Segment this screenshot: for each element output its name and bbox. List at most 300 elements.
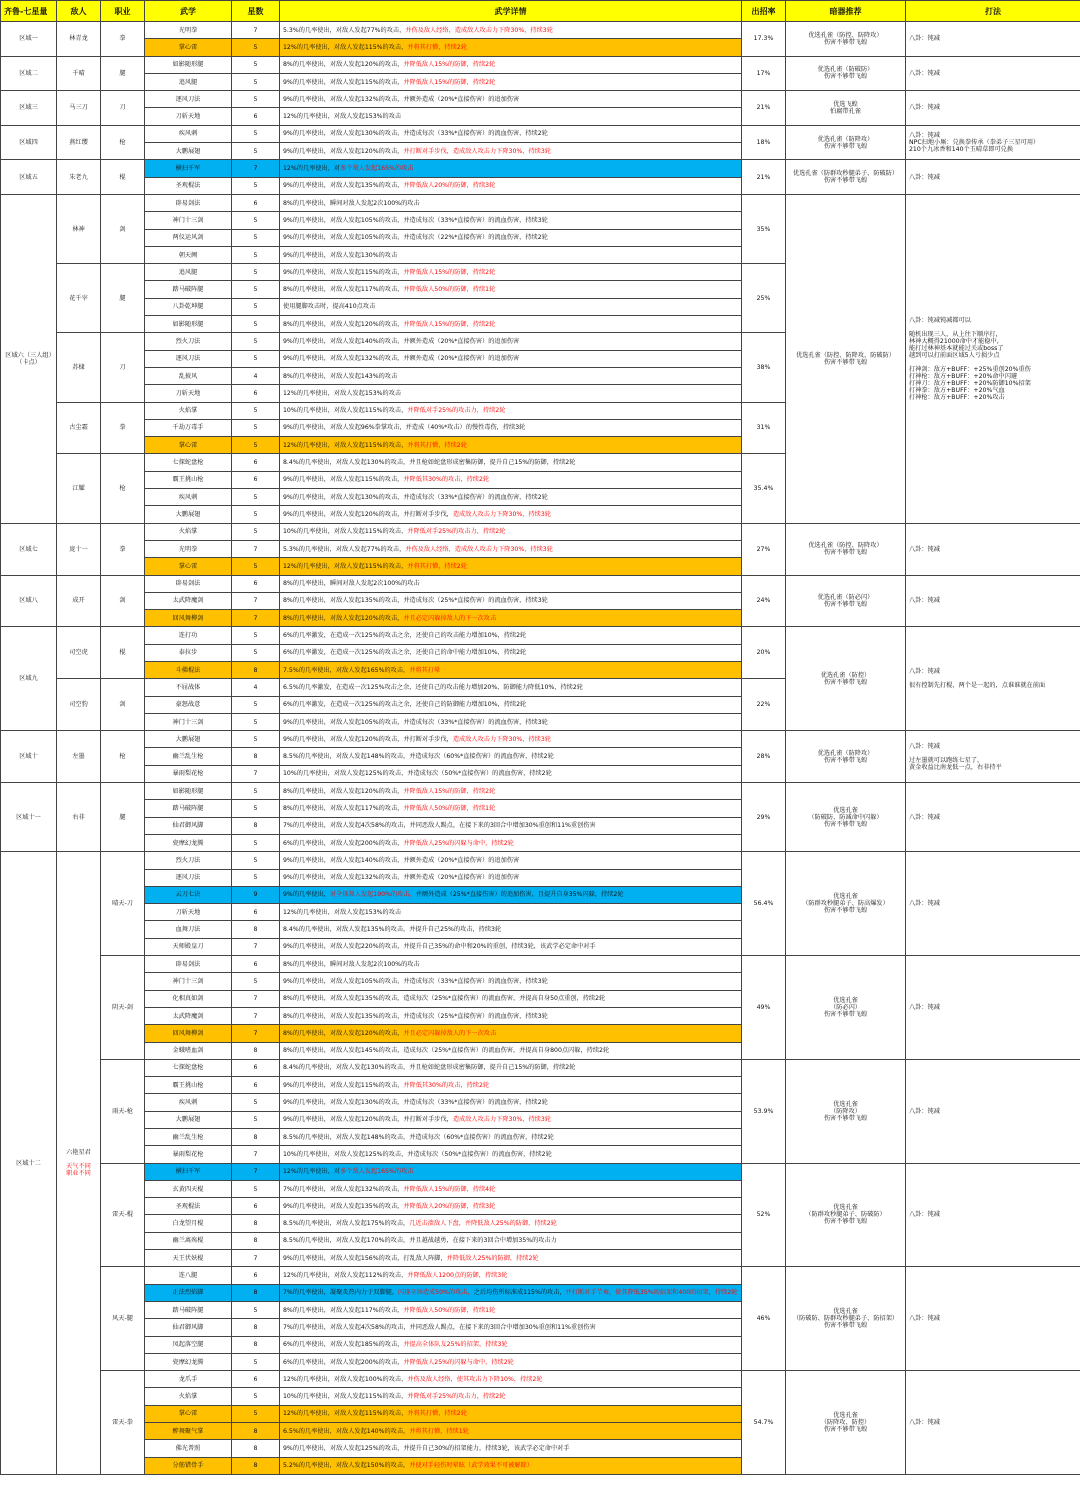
- detail-text: 9%的几率使出，对敌人发起115%的攻击，: [283, 476, 404, 484]
- line-text: 八卦：钝减: [909, 545, 940, 553]
- star-count: 8: [232, 748, 280, 765]
- tactic: [906, 852, 1080, 956]
- skill-detail: [280, 333, 742, 350]
- line-text: 林神大概得21000命中才能稳中，: [909, 337, 1003, 345]
- line-text: 伤害不够带飞蝗: [823, 1218, 868, 1226]
- skill-detail: [280, 956, 742, 973]
- enemy-name: 江耀: [57, 454, 101, 523]
- star-count: 8: [232, 1440, 280, 1457]
- detail-text: 10%的几率使出，对敌人发起115%的攻击，: [283, 1393, 408, 1401]
- zone-name: 区域二: [1, 56, 57, 91]
- line-text: 伤害不够带飞蝗: [823, 600, 868, 608]
- detail-text: 12%的几率使出，对敌人发起115%的攻击，: [283, 441, 408, 449]
- skill-name: 不屈战体: [145, 679, 232, 696]
- skill-name: 八卦乾坤腿: [145, 298, 232, 315]
- star-count: 5: [232, 437, 280, 454]
- column-header: 敌人: [57, 1, 101, 22]
- skill-detail: [280, 1180, 742, 1197]
- skill-detail: [280, 489, 742, 506]
- skill-name: 烈火刀法: [145, 333, 232, 350]
- line-text: （防群攻秒腿弟子、防破防）: [805, 1211, 886, 1219]
- star-count: 6: [232, 471, 280, 488]
- effect-text: 并伤及敌人经络，造成敌人攻击力下降30%，持续3轮: [405, 545, 553, 553]
- weapon-recommend: [786, 125, 906, 160]
- effect-text: 并降低对手25%的攻击力，持续2轮: [407, 1393, 506, 1401]
- skill-name: 辟易剑法: [145, 956, 232, 973]
- effect-text: 造成敌人攻击力下降30%，持续3轮: [452, 510, 551, 518]
- line-text: 八卦：钝减: [909, 1211, 940, 1219]
- star-count: 5: [232, 834, 280, 851]
- skill-detail: [280, 1163, 742, 1180]
- skill-name: 斗佛棍法: [145, 661, 232, 678]
- effect-text: 闪现全场造成50%的攻击，: [398, 1289, 474, 1297]
- skill-name: 火焰掌: [145, 1388, 232, 1405]
- weather-job: 雷天-棍: [101, 1163, 145, 1267]
- detail-text: 9%的几率使出，对敌人发起120%的攻击，并打断对手步伐，: [283, 735, 453, 743]
- star-count: 8: [232, 1232, 280, 1249]
- skill-name: 霸王挑山枪: [145, 471, 232, 488]
- skill-name: 化相真如剑: [145, 990, 232, 1007]
- star-count: 5: [232, 558, 280, 575]
- skill-detail: [280, 973, 742, 990]
- star-count: 8: [232, 1215, 280, 1232]
- effect-text: 并伤及敌人经络，使其攻击力下降10%，持续2轮: [407, 1375, 543, 1383]
- star-count: 6: [232, 1198, 280, 1215]
- effect-text: 并伤及敌人经络，造成敌人攻击力下降30%，持续3轮: [405, 26, 553, 34]
- table-row: [1, 783, 1080, 800]
- skill-name: 追风腿: [145, 73, 232, 90]
- line-text: 伤害不够带飞蝗: [823, 1322, 868, 1330]
- weapon-recommend: [786, 91, 906, 126]
- enemy-job: 枪: [101, 454, 145, 523]
- skill-name: 神门十三剑: [145, 973, 232, 990]
- skill-name: 疾风刺: [145, 1094, 232, 1111]
- skill-detail: [280, 558, 742, 575]
- detail-text: 8%的几率使出，对敌人发起117%的攻击，: [283, 1306, 404, 1314]
- tactic: [906, 1163, 1080, 1267]
- appear-rate: 56.4%: [742, 852, 786, 956]
- enemy-job: 腿: [101, 264, 145, 333]
- line-text: 打神拳：敌方+BUFF：+20%气血: [909, 386, 1005, 394]
- tactic: [906, 575, 1080, 627]
- skill-name: 幽兰离殇棍: [145, 1232, 232, 1249]
- skill-name: 疾风刺: [145, 489, 232, 506]
- detail-text: 8%的几率使出，瞬间对敌人发起2次100%的攻击: [283, 960, 420, 968]
- appear-rate: 20%: [742, 627, 786, 679]
- appear-rate: 21%: [742, 91, 786, 126]
- skill-detail: [280, 800, 742, 817]
- appear-rate: 25%: [742, 264, 786, 333]
- detail-text: 5.2%的几率使出，对敌人发起150%的攻击，: [283, 1462, 410, 1470]
- column-header: 暗器推荐: [786, 1, 906, 22]
- star-count: 5: [232, 91, 280, 108]
- skill-name: 火焰掌: [145, 402, 232, 419]
- skill-name: 龙爪手: [145, 1371, 232, 1388]
- detail-text: 8.4%的几率使出，对敌人发起130%的攻击，并且枪如蛇盘形成密集防御，提升自己15%的防御，持续2轮: [283, 459, 576, 467]
- line-text: 伤害不够带飞蝗: [823, 549, 868, 557]
- star-count: 5: [232, 298, 280, 315]
- table-row: [1, 194, 1080, 211]
- star-count: 6: [232, 1077, 280, 1094]
- star-count: 7: [232, 1007, 280, 1024]
- skill-name: 仙君御风脚: [145, 817, 232, 834]
- boss-name: [57, 852, 101, 1475]
- effect-text: 并降低对手25%的攻击力，持续2轮: [407, 407, 506, 415]
- star-count: 7: [232, 592, 280, 609]
- skill-detail: [280, 1267, 742, 1284]
- skill-name: 血舞刀法: [145, 921, 232, 938]
- line-text: 伤害不够带飞蝗: [823, 678, 868, 686]
- effect-text: 并降低敌人25%的闪躲与命中，持续2轮: [403, 839, 514, 847]
- line-text: （防降攻）: [830, 1107, 861, 1115]
- skill-detail: [280, 1336, 742, 1353]
- detail-text: 12%的几率使出，对敌人发起115%的攻击，: [283, 43, 408, 51]
- effect-text: 并降低敌人25%的防御，持续2轮: [446, 1254, 539, 1262]
- detail-text: 8.5%的几率使出，对敌人发起148%的攻击，并造成每次（60%*直接伤害）的流血伤害，持续2轮: [283, 753, 554, 761]
- skill-detail: [280, 644, 742, 661]
- appear-rate: 17.3%: [742, 22, 786, 57]
- enemy-job: 腿: [101, 56, 145, 91]
- effect-text: 并将其打懵，持续1轮: [409, 1427, 469, 1435]
- effect-text: 并降低敌人15%的防御，持续2轮: [403, 61, 496, 69]
- column-header: 打法: [906, 1, 1080, 22]
- star-count: 5: [232, 1405, 280, 1422]
- detail-text: 9%的几率使出，对敌人发起130%的攻击: [283, 251, 398, 259]
- weapon-recommend: [786, 627, 906, 731]
- tactic: [906, 91, 1080, 126]
- skill-detail: [280, 592, 742, 609]
- skill-detail: [280, 1319, 742, 1336]
- star-count: 8: [232, 1284, 280, 1301]
- skill-name: 大鹏展翅: [145, 506, 232, 523]
- skill-detail: [280, 921, 742, 938]
- line-text: 优选孔雀（防控）: [820, 671, 871, 679]
- effect-text: 并将其打懵，持续2轮: [407, 562, 467, 570]
- effect-text: 并降低敌人50%的防御，持续1轮: [403, 805, 496, 812]
- star-count: 5: [232, 125, 280, 142]
- skill-detail: [280, 696, 742, 713]
- weapon-recommend: [786, 1267, 906, 1371]
- skill-name: 掌心雷: [145, 1405, 232, 1422]
- skill-name: 暴雨梨花枪: [145, 1146, 232, 1163]
- weapon-recommend: [786, 160, 906, 195]
- skill-detail: [280, 610, 742, 627]
- skill-detail: [280, 1423, 742, 1440]
- table-row: [1, 91, 1080, 108]
- star-count: 5: [232, 229, 280, 246]
- detail-text: 9%的几率使出，对敌人发起132%的攻击，并额外造成（20%*直接伤害）的追加伤害: [283, 355, 520, 363]
- line-text: [909, 359, 1077, 366]
- skill-detail: [280, 1284, 742, 1301]
- weather-job: 风天-腿: [101, 1267, 145, 1371]
- detail-text: 6%的几率使出，对敌人发起200%的攻击，: [283, 839, 404, 847]
- weather-job: 阴天-剑: [101, 956, 145, 1060]
- line-text: 优选孔雀（防控、防降攻）: [808, 31, 883, 39]
- line-text: 优选孔雀: [833, 893, 858, 901]
- skill-name: 踏马破阵腿: [145, 1301, 232, 1318]
- table-row: [1, 125, 1080, 142]
- line-text: （防破防、防群攻秒腿弟子、防招架）: [792, 1315, 899, 1323]
- star-count: 5: [232, 1111, 280, 1128]
- enemy-job: 剑: [101, 575, 145, 627]
- weapon-recommend: [786, 731, 906, 783]
- skill-name: 豪怒战意: [145, 696, 232, 713]
- line-text: 八卦：钝减钝减都可以: [909, 316, 971, 324]
- skill-detail: [280, 783, 742, 800]
- enemy-job: 刀: [101, 333, 145, 402]
- skill-name: 分筋错骨手: [145, 1457, 232, 1474]
- effect-text: 并降低对手25%的攻击力，持续2轮: [407, 528, 506, 536]
- detail-text: 并额外造成（25%*直接伤害）的追加伤害，且提升自身35%闪躲，持续2轮: [415, 891, 624, 899]
- line-text: 八卦：钝减: [909, 1419, 940, 1427]
- skill-name: 如影随形腿: [145, 783, 232, 800]
- skill-name: 掌心雷: [145, 437, 232, 454]
- star-count: 5: [232, 419, 280, 436]
- skill-detail: [280, 1371, 742, 1388]
- effect-text: 并且必定闪躲掉敌人的下一次攻击: [403, 614, 497, 622]
- table-row: [1, 1371, 1080, 1388]
- star-count: 8: [232, 1042, 280, 1059]
- star-count: 8: [232, 1319, 280, 1336]
- skill-detail: [280, 990, 742, 1007]
- detail-text: 9%的几率使出，对敌人发起140%的攻击，并额外造成（20%*直接伤害）的追加伤害: [283, 856, 520, 864]
- detail-text: 9%的几率使出，对敌人发起220%的攻击，并提升自己35%的命中和20%的重创，持续3轮，该武学必定命中对手: [283, 943, 596, 951]
- skill-name: 疾风刺: [145, 125, 232, 142]
- skill-name: 天王伏妖棍: [145, 1250, 232, 1267]
- zone-name: 区域十二: [1, 852, 57, 1475]
- line-text: 八卦：钝减: [909, 1107, 940, 1115]
- line-text: 伤害不够带飞蝗: [823, 358, 868, 366]
- boss-label: 六艳星君: [66, 1149, 91, 1157]
- line-text: （防降攻、防控）: [820, 1419, 871, 1427]
- appear-rate: 17%: [742, 56, 786, 91]
- line-text: 优选孔雀（防降攻）: [817, 135, 874, 143]
- skill-detail: [280, 1250, 742, 1267]
- enemy-job: 拳: [101, 402, 145, 454]
- star-count: 7: [232, 540, 280, 557]
- star-count: 5: [232, 506, 280, 523]
- skill-name: 仙君御风脚: [145, 1319, 232, 1336]
- skill-detail: [280, 1198, 742, 1215]
- appear-rate: 28%: [742, 731, 786, 783]
- skill-detail: [280, 1440, 742, 1457]
- skill-detail: [280, 194, 742, 211]
- skill-name: 回风舞柳剑: [145, 610, 232, 627]
- star-count: 5: [232, 350, 280, 367]
- detail-text: 8.5%的几率使出，对敌人发起148%的攻击，并造成每次（60%*直接伤害）的流血伤害，持续2轮: [283, 1133, 554, 1141]
- star-count: 5: [232, 212, 280, 229]
- effect-text: 并降低敌人20%的防御，持续3轮: [403, 1202, 496, 1210]
- line-text: 随机出现三人，从上往下顺序打，: [909, 330, 1002, 338]
- line-text: 伤害不够带飞蝗: [823, 38, 868, 46]
- star-count: 6: [232, 1371, 280, 1388]
- detail-text: 7%的几率使出，对敌人发起4次58%的攻击，并同恶敌人踢点，在接下来的3回合中增加30%重创和11%重创伤害: [283, 822, 596, 830]
- line-text: 伤害不够带飞蝗: [823, 1426, 868, 1434]
- line-text: 伤害不够带飞蝗: [823, 1010, 868, 1018]
- star-count: 5: [232, 800, 280, 817]
- star-count: 8: [232, 661, 280, 678]
- skill-name: 金蛾嗜血剑: [145, 1042, 232, 1059]
- skill-name: 掌心雷: [145, 558, 232, 575]
- skill-detail: [280, 748, 742, 765]
- detail-text: 9%的几率使出，对敌人发起115%的攻击，: [283, 78, 404, 86]
- skill-name: 逐风刀法: [145, 350, 232, 367]
- line-text: 伤害不够带飞蝗: [823, 177, 868, 185]
- detail-text: 8%的几率使出，瞬间对敌人发起2次100%的攻击: [283, 199, 420, 207]
- skill-name: 乱披风: [145, 367, 232, 384]
- enemy-job: 刀: [101, 91, 145, 126]
- skill-name: 朝天阙: [145, 246, 232, 263]
- star-count: 5: [232, 177, 280, 194]
- skill-detail: [280, 1405, 742, 1422]
- weapon-recommend: [786, 1163, 906, 1267]
- skill-detail: [280, 316, 742, 333]
- skill-name: 天师殿皇刀: [145, 938, 232, 955]
- skill-detail: [280, 627, 742, 644]
- skill-detail: [280, 575, 742, 592]
- star-count: 7: [232, 938, 280, 955]
- enemy-job: 枪: [101, 731, 145, 783]
- skill-detail: [280, 1111, 742, 1128]
- enemy-job: 拳: [101, 523, 145, 575]
- appear-rate: 52%: [742, 1163, 786, 1267]
- star-count: 5: [232, 627, 280, 644]
- line-text: 打神剑：敌方+BUFF：+25%重创20%重伤: [909, 365, 1031, 373]
- skill-detail: [280, 73, 742, 90]
- skill-name: 刀斩天地: [145, 385, 232, 402]
- detail-text: 8.4%的几率使出，对敌人发起130%的攻击，并且枪如蛇盘形成密集防御，提升自己15%的防御，持续2轮: [283, 1064, 576, 1072]
- appear-rate: 29%: [742, 783, 786, 852]
- detail-text: 8%的几率使出，对敌人发起120%的攻击，: [283, 1029, 404, 1037]
- line-text: 伤害不够带飞蝗: [823, 756, 868, 764]
- star-count: 5: [232, 783, 280, 800]
- skill-name: 七探蛇盘枪: [145, 454, 232, 471]
- enemy-name: 马三刀: [57, 91, 101, 126]
- skill-name: 连打功: [145, 627, 232, 644]
- detail-text: 9%的几率使出，对敌人发起120%的攻击，: [283, 147, 404, 155]
- detail-text: 9%的几率使出，对敌人发起115%的攻击，: [283, 268, 404, 276]
- skill-name: 正法烈焰脚: [145, 1284, 232, 1301]
- detail-text: 6%的几率激发，在造成一次125%的攻击之余，还使自己的防御能力增加10%，持续2轮: [283, 701, 527, 709]
- skill-detail: [280, 39, 742, 56]
- detail-text: 9%的几率使出，对敌人发起105%的攻击，并造成每次（33%*直接伤害）的流血伤害，持续3轮: [283, 718, 548, 726]
- star-count: 6: [232, 194, 280, 211]
- appear-rate: 46%: [742, 1267, 786, 1371]
- weather-job: 雨天-枪: [101, 1059, 145, 1163]
- skill-name: 横扫千军: [145, 1163, 232, 1180]
- detail-text: 9%的几率使出，对敌人发起105%的攻击，并造成每次（33%*直接伤害）的流血伤害，持续3轮: [283, 216, 548, 224]
- line-text: 210个九冰香和140个玉晴草即可兑换: [909, 146, 1014, 154]
- detail-text: 9%的几率使出，对敌人发起132%的攻击，并额外造成（20%*直接伤害）的追加伤害: [283, 95, 520, 103]
- effect-text: 并降低其30%的攻击，持续2轮: [403, 1081, 490, 1089]
- skill-detail: [280, 1301, 742, 1318]
- skill-detail: [280, 540, 742, 557]
- skill-name: 太武降魔剑: [145, 592, 232, 609]
- enemy-job: 拳: [101, 22, 145, 57]
- star-count: 5: [232, 1353, 280, 1370]
- weather-job: 晴天-刀: [101, 852, 145, 956]
- star-count: 7: [232, 1146, 280, 1163]
- skill-detail: [280, 1232, 742, 1249]
- line-text: 优选孔雀（防破防）: [817, 66, 874, 74]
- star-count: 5: [232, 264, 280, 281]
- skill-name: 火焰掌: [145, 523, 232, 540]
- line-text: 优选孔雀: [833, 1412, 858, 1420]
- line-text: 打神刀：敌方+BUFF：+20%防御10%招架: [909, 379, 1031, 387]
- enemy-job: 棍: [101, 627, 145, 679]
- line-text: 八卦：钝减: [909, 35, 940, 43]
- star-count: 4: [232, 367, 280, 384]
- tactic: [906, 194, 1080, 523]
- weapon-recommend: [786, 523, 906, 575]
- star-count: 5: [232, 1180, 280, 1197]
- detail-text: 12%的几率使出，对敌人发起153%的攻击: [283, 908, 402, 916]
- star-count: 5: [232, 1094, 280, 1111]
- effect-text: 并降低敌人25%的闪躲与命中，持续2轮: [403, 1358, 514, 1366]
- skill-detail: [280, 177, 742, 194]
- column-header: 齐鲁-七星量: [1, 1, 57, 22]
- detail-text: 10%的几率使出，对敌人发起115%的攻击，: [283, 528, 408, 536]
- detail-text: 使用腿脚攻击时，提高410点攻击: [283, 303, 376, 311]
- enemy-name: 朱老九: [57, 160, 101, 195]
- skill-name: 光明拳: [145, 22, 232, 39]
- line-text: 八卦：钝减: [909, 1315, 940, 1323]
- table-row: [1, 731, 1080, 748]
- weapon-recommend: [786, 56, 906, 91]
- star-count: 6: [232, 575, 280, 592]
- detail-text: 9%的几率使出，对敌人发起130%的攻击，并造成每次（33%*直接伤害）的流血伤害，持续2轮: [283, 493, 548, 501]
- enemy-job: 枪: [101, 125, 145, 160]
- star-count: 6: [232, 454, 280, 471]
- skill-name: 烈火刀法: [145, 852, 232, 869]
- detail-text: 6.5%的几率激发，在造成一次125%攻击之余，还使自己的攻击能力增加20%，防御能力降低10%，持续2轮: [283, 683, 583, 691]
- skill-name: 玄黄四天棍: [145, 1180, 232, 1197]
- line-text: （防群攻秒腿弟子、防高爆发）: [802, 900, 889, 908]
- line-text: 很有控制先打棍，两个是一起的，点谁谁就在前面: [909, 682, 1046, 690]
- star-count: 9: [232, 886, 280, 903]
- skill-detail: [280, 160, 742, 177]
- detail-text: 8%的几率使出，对敌人发起120%的攻击，: [283, 61, 404, 69]
- star-count: 7: [232, 990, 280, 1007]
- detail-text: 8.4%的几率使出，对敌人发起135%的攻击，并提升自己25%的攻击，持续3轮: [283, 926, 502, 934]
- detail-text: 9%的几率使出，对敌人发起130%的攻击，并造成每次（33%*直接伤害）的流血伤害，持续2轮: [283, 130, 548, 138]
- detail-text: 8%的几率使出，对敌人发起135%的攻击，并造成每次（25%*直接伤害）的流血伤害，持续3轮: [283, 597, 548, 605]
- skill-name: 刀斩天地: [145, 108, 232, 125]
- star-count: 5: [232, 1388, 280, 1405]
- skill-detail: [280, 91, 742, 108]
- enemy-name: 林神: [57, 194, 101, 263]
- detail-text: 之后均伤所标准成115%的攻击，: [473, 1289, 566, 1297]
- skill-name: 神门十三剑: [145, 713, 232, 730]
- line-text: [909, 324, 1077, 331]
- skill-detail: [280, 523, 742, 540]
- skill-name: 辟易剑法: [145, 194, 232, 211]
- skill-name: 大鹏展翅: [145, 731, 232, 748]
- line-text: 优选孔雀（防必闪）: [817, 593, 874, 601]
- zone-name: 区域六（三人组）（卡点）: [1, 194, 57, 523]
- skill-name: 大鹏展翅: [145, 143, 232, 160]
- detail-text: 7%的几率使出，凝聚炙热内力于双脚腿，: [283, 1289, 399, 1297]
- line-text: 八卦：钝减: [909, 132, 940, 140]
- effect-text: 造成敌人攻击力下降30%，持续3轮: [452, 735, 551, 743]
- skill-name: 瓷摩幻龙腾: [145, 1353, 232, 1370]
- detail-text: 9%的几率使出，对敌人发起140%的攻击，并额外造成（20%*直接伤害）的追加伤害: [283, 337, 520, 345]
- skill-detail: [280, 886, 742, 903]
- enemy-name: 左墨: [57, 731, 101, 783]
- effect-text: 并打断对手步伐，造成敌人攻击力下降30%，持续3轮: [403, 147, 551, 155]
- star-count: 6: [232, 956, 280, 973]
- tactic: [906, 1267, 1080, 1371]
